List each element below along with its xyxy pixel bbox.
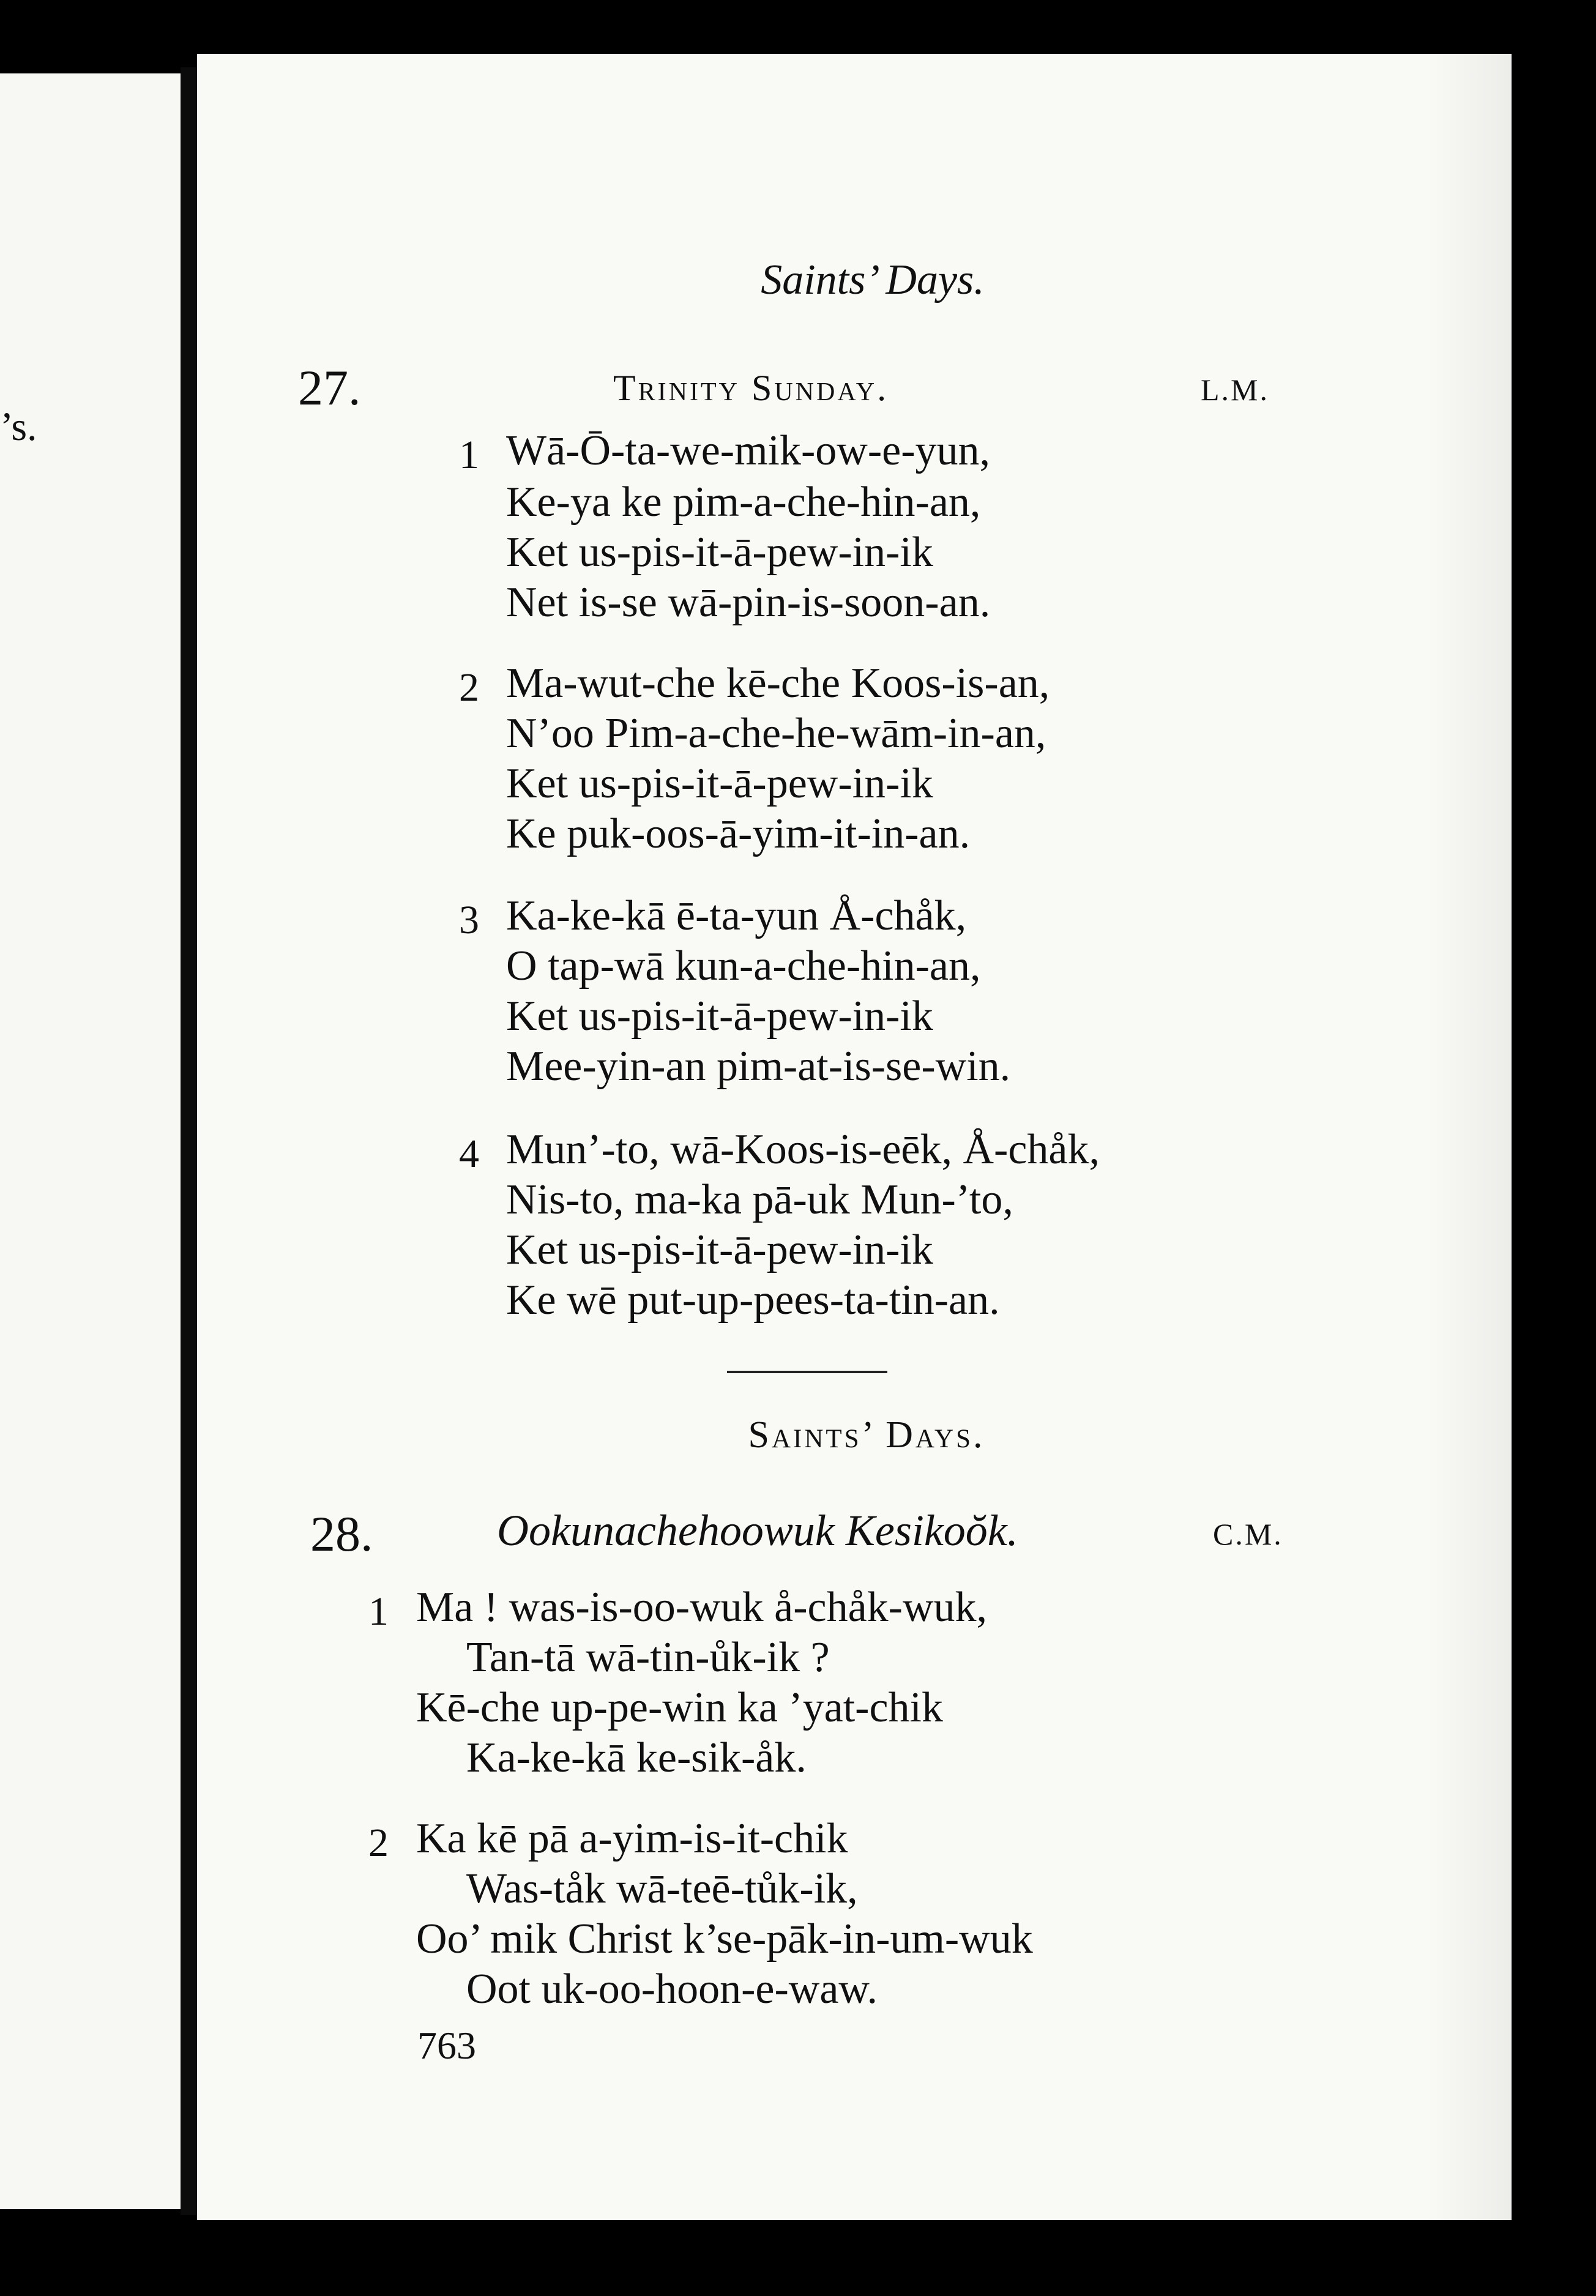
book-gutter — [181, 67, 199, 2215]
verse-line: Net is-se wā-pin-is-soon-an. — [506, 579, 991, 626]
left-page-text-fragment: ’s. — [0, 404, 37, 449]
verse-line: Tan-tā wā-tin-ůk-ik ? — [466, 1634, 830, 1681]
verse-line: Wā-Ō-ta-we-mik-ow-e-yun, — [506, 427, 991, 474]
left-page-edge — [0, 73, 190, 2209]
verse-line: Oot uk-oo-hoon-e-waw. — [466, 1966, 878, 2013]
hymn-title: Ookunachehoowuk Kesikoŏk. — [497, 1506, 1018, 1555]
section-title: Saints’ Days. — [748, 1414, 985, 1456]
right-page — [197, 54, 1512, 2220]
hymn-number: 28. — [310, 1506, 373, 1562]
verse-line: Ma ! was-is-oo-wuk å-chåk-wuk, — [416, 1584, 988, 1631]
verse-line: Ket us-pis-it-ā-pew-in-ik — [506, 529, 933, 576]
verse-line: Ket us-pis-it-ā-pew-in-ik — [506, 1226, 933, 1273]
verse-line: Ka-ke-kā ke-sik-åk. — [466, 1734, 807, 1781]
stanza-number: 1 — [368, 1589, 389, 1634]
verse-line: Ket us-pis-it-ā-pew-in-ik — [506, 760, 933, 807]
verse-line: Ka kē pā a-yim-is-it-chik — [416, 1815, 848, 1862]
stanza-number: 1 — [459, 433, 479, 477]
section-divider — [727, 1371, 887, 1373]
verse-line: Mee-yin-an pim-at-is-se-win. — [506, 1043, 1011, 1090]
verse-line: Oo’ mik Christ k’se-pāk-in-um-wuk — [416, 1915, 1033, 1962]
verse-line: O tap-wā kun-a-che-hin-an, — [506, 942, 981, 990]
stanza-number: 3 — [459, 898, 479, 942]
verse-line: Ka-ke-kā ē-ta-yun Å-chåk, — [506, 892, 967, 939]
verse-line: Ke wē put-up-pees-ta-tin-an. — [506, 1277, 1000, 1324]
verse-line: Kē-che up-pe-win ka ’yat-chik — [416, 1684, 943, 1731]
running-head: Saints’ Days. — [761, 256, 985, 304]
verse-line: Was-tåk wā-teē-tůk-ik, — [466, 1865, 858, 1912]
verse-line: Ke-ya ke pim-a-che-hin-an, — [506, 479, 981, 526]
stanza-number: 2 — [368, 1821, 389, 1865]
page-number: 763 — [417, 2024, 476, 2067]
stanza-number: 2 — [459, 665, 479, 710]
hymn-meter: C.M. — [1213, 1517, 1283, 1551]
verse-line: Mun’-to, wā-Koos-is-eēk, Å-chåk, — [506, 1126, 1100, 1173]
verse-line: Ma-wut-che kē-che Koos-is-an, — [506, 660, 1050, 707]
hymn-title: Trinity Sunday. — [613, 368, 889, 408]
hymn-number: 27. — [298, 360, 361, 416]
hymn-meter: L.M. — [1201, 373, 1269, 407]
verse-line: Nis-to, ma-ka pā-uk Mun-’to, — [506, 1176, 1013, 1223]
verse-line: Ke puk-oos-ā-yim-it-in-an. — [506, 810, 971, 857]
verse-line: N’oo Pim-a-che-he-wām-in-an, — [506, 710, 1046, 757]
stanza-number: 4 — [459, 1131, 479, 1176]
verse-line: Ket us-pis-it-ā-pew-in-ik — [506, 993, 933, 1040]
